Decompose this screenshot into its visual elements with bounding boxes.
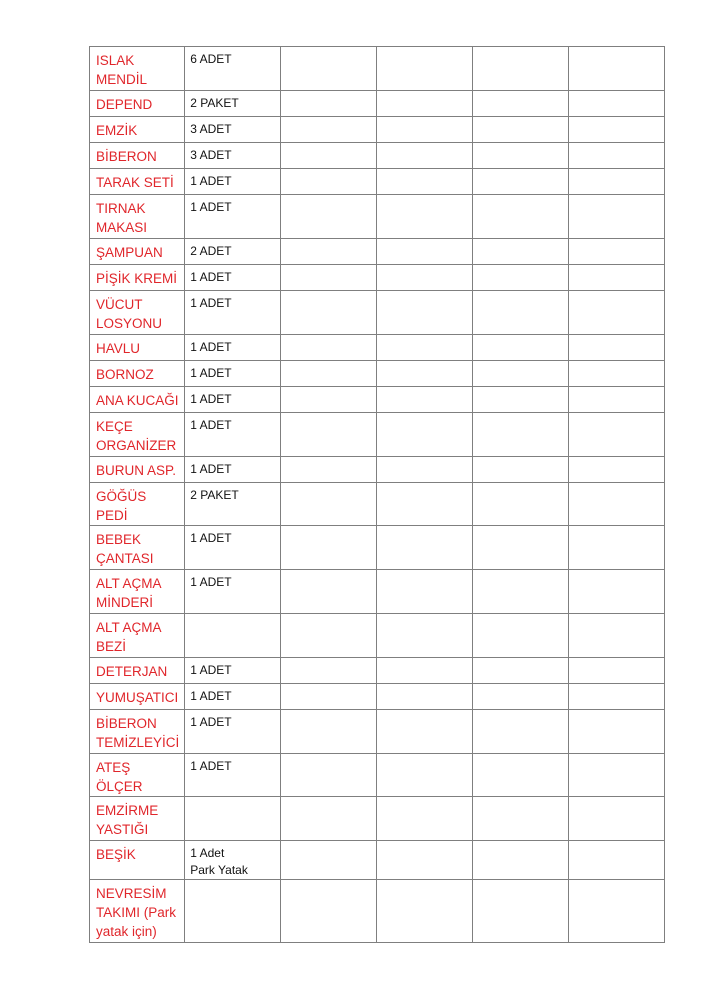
item-quantity: 1 ADET	[190, 340, 232, 354]
empty-cell	[473, 195, 569, 239]
empty-cell	[473, 91, 569, 117]
quantity-cell	[185, 754, 281, 797]
item-cell	[90, 265, 185, 291]
quantity-cell	[185, 143, 281, 169]
quantity-cell	[185, 570, 281, 614]
table-row	[90, 841, 665, 880]
empty-cell	[377, 47, 473, 91]
empty-cell	[281, 169, 377, 195]
item-quantity: 1 ADET	[190, 200, 232, 214]
empty-cell	[281, 614, 377, 658]
empty-cell	[473, 570, 569, 614]
empty-cell	[377, 880, 473, 943]
empty-cell	[377, 291, 473, 335]
empty-cell	[473, 265, 569, 291]
empty-cell	[569, 47, 665, 91]
quantity-cell	[185, 91, 281, 117]
item-name: TARAK SETİ	[96, 175, 174, 190]
quantity-cell	[185, 387, 281, 413]
item-quantity: 2 ADET	[190, 244, 232, 258]
quantity-cell	[185, 239, 281, 265]
empty-cell	[281, 143, 377, 169]
empty-cell	[569, 239, 665, 265]
empty-cell	[281, 361, 377, 387]
empty-cell	[377, 797, 473, 841]
item-cell	[90, 291, 185, 335]
item-name: BURUN ASP.	[96, 463, 177, 478]
item-quantity: 3 ADET	[190, 122, 232, 136]
quantity-cell	[185, 684, 281, 710]
empty-cell	[377, 239, 473, 265]
item-name: ALT AÇMA MİNDERİ	[96, 576, 161, 610]
quantity-cell	[185, 526, 281, 570]
quantity-cell	[185, 413, 281, 457]
table-row	[90, 91, 665, 117]
quantity-cell	[185, 880, 281, 943]
item-cell	[90, 335, 185, 361]
empty-cell	[473, 413, 569, 457]
table-row	[90, 117, 665, 143]
table-row	[90, 143, 665, 169]
item-name: PİŞİK KREMİ	[96, 271, 178, 286]
empty-cell	[377, 457, 473, 483]
empty-cell	[473, 143, 569, 169]
item-quantity: 2 PAKET	[190, 96, 239, 110]
item-cell	[90, 754, 185, 797]
empty-cell	[377, 710, 473, 754]
item-quantity: 1 ADET	[190, 418, 232, 432]
empty-cell	[569, 526, 665, 570]
empty-cell	[569, 169, 665, 195]
table-row	[90, 47, 665, 91]
empty-cell	[377, 265, 473, 291]
item-name: ŞAMPUAN	[96, 245, 163, 260]
item-quantity: 6 ADET	[190, 52, 232, 66]
empty-cell	[281, 710, 377, 754]
item-cell	[90, 526, 185, 570]
item-name: EMZİK	[96, 123, 138, 138]
empty-cell	[473, 880, 569, 943]
item-cell	[90, 91, 185, 117]
item-quantity: 1 ADET	[190, 366, 232, 380]
item-cell	[90, 570, 185, 614]
table-row	[90, 710, 665, 754]
empty-cell	[377, 117, 473, 143]
item-cell	[90, 614, 185, 658]
empty-cell	[281, 291, 377, 335]
quantity-cell	[185, 361, 281, 387]
item-name: ISLAK MENDİL	[96, 53, 148, 87]
empty-cell	[281, 658, 377, 684]
empty-cell	[377, 483, 473, 526]
table-row	[90, 387, 665, 413]
quantity-cell	[185, 614, 281, 658]
quantity-cell	[185, 47, 281, 91]
empty-cell	[281, 47, 377, 91]
empty-cell	[281, 239, 377, 265]
empty-cell	[569, 143, 665, 169]
item-cell	[90, 413, 185, 457]
item-cell	[90, 361, 185, 387]
quantity-cell	[185, 841, 281, 880]
empty-cell	[569, 291, 665, 335]
quantity-cell	[185, 457, 281, 483]
empty-cell	[281, 335, 377, 361]
item-name: EMZİRME YASTIĞI	[96, 803, 159, 837]
empty-cell	[569, 195, 665, 239]
item-cell	[90, 239, 185, 265]
empty-cell	[281, 91, 377, 117]
empty-cell	[377, 526, 473, 570]
empty-cell	[377, 413, 473, 457]
item-quantity	[185, 797, 280, 801]
quantity-cell	[185, 797, 281, 841]
item-name: ANA KUCAĞI	[96, 393, 179, 408]
empty-cell	[281, 195, 377, 239]
empty-cell	[281, 387, 377, 413]
item-quantity: 1 ADET	[190, 663, 232, 677]
item-cell	[90, 710, 185, 754]
empty-cell	[473, 239, 569, 265]
quantity-cell	[185, 195, 281, 239]
item-name: DEPEND	[96, 97, 153, 112]
item-name: BEŞİK	[96, 847, 136, 862]
empty-cell	[281, 570, 377, 614]
empty-cell	[473, 483, 569, 526]
empty-cell	[569, 710, 665, 754]
item-name: DETERJAN	[96, 664, 168, 679]
item-cell	[90, 483, 185, 526]
item-name: NEVRESİM TAKIMI (Park yatak için)	[96, 886, 177, 939]
empty-cell	[473, 291, 569, 335]
item-name: BİBERON	[96, 149, 157, 164]
item-cell	[90, 797, 185, 841]
empty-cell	[569, 797, 665, 841]
empty-cell	[377, 361, 473, 387]
table-row	[90, 361, 665, 387]
item-cell	[90, 841, 185, 880]
table-row	[90, 754, 665, 797]
item-cell	[90, 195, 185, 239]
empty-cell	[569, 387, 665, 413]
empty-cell	[473, 361, 569, 387]
item-quantity: 1 ADET	[190, 296, 232, 310]
table-row	[90, 335, 665, 361]
table-row	[90, 684, 665, 710]
table-row	[90, 457, 665, 483]
item-cell	[90, 387, 185, 413]
item-quantity: 1 Adet Park Yatak	[190, 846, 248, 877]
table-row	[90, 169, 665, 195]
empty-cell	[281, 526, 377, 570]
item-cell	[90, 457, 185, 483]
quantity-cell	[185, 658, 281, 684]
item-quantity: 1 ADET	[190, 270, 232, 284]
quantity-cell	[185, 710, 281, 754]
item-name: GÖĞÜS PEDİ	[96, 489, 147, 523]
empty-cell	[473, 710, 569, 754]
empty-cell	[473, 684, 569, 710]
quantity-cell	[185, 117, 281, 143]
item-name: BORNOZ	[96, 367, 154, 382]
empty-cell	[377, 614, 473, 658]
empty-cell	[569, 658, 665, 684]
empty-cell	[377, 387, 473, 413]
empty-cell	[569, 841, 665, 880]
empty-cell	[473, 614, 569, 658]
empty-cell	[569, 361, 665, 387]
item-cell	[90, 684, 185, 710]
empty-cell	[473, 754, 569, 797]
item-cell	[90, 880, 185, 943]
empty-cell	[377, 195, 473, 239]
empty-cell	[569, 457, 665, 483]
table-row	[90, 797, 665, 841]
empty-cell	[377, 841, 473, 880]
empty-cell	[473, 457, 569, 483]
table-row	[90, 265, 665, 291]
empty-cell	[569, 91, 665, 117]
table-row	[90, 614, 665, 658]
empty-cell	[377, 754, 473, 797]
empty-cell	[281, 117, 377, 143]
table-row	[90, 291, 665, 335]
item-quantity: 1 ADET	[190, 715, 232, 729]
empty-cell	[281, 457, 377, 483]
item-quantity: 1 ADET	[190, 531, 232, 545]
quantity-cell	[185, 265, 281, 291]
empty-cell	[281, 684, 377, 710]
item-quantity: 3 ADET	[190, 148, 232, 162]
empty-cell	[377, 143, 473, 169]
empty-cell	[473, 841, 569, 880]
table-row	[90, 570, 665, 614]
empty-cell	[569, 570, 665, 614]
item-quantity: 1 ADET	[190, 689, 232, 703]
item-quantity: 1 ADET	[190, 174, 232, 188]
empty-cell	[281, 880, 377, 943]
empty-cell	[473, 658, 569, 684]
item-name: HAVLU	[96, 341, 141, 356]
empty-cell	[281, 265, 377, 291]
empty-cell	[569, 413, 665, 457]
empty-cell	[281, 413, 377, 457]
empty-cell	[377, 169, 473, 195]
item-quantity: 1 ADET	[190, 759, 232, 773]
item-cell	[90, 117, 185, 143]
table-row	[90, 195, 665, 239]
item-quantity	[185, 614, 280, 618]
empty-cell	[569, 265, 665, 291]
table-row	[90, 658, 665, 684]
empty-cell	[473, 387, 569, 413]
item-name: KEÇE ORGANİZER	[96, 419, 177, 453]
quantity-cell	[185, 483, 281, 526]
empty-cell	[281, 797, 377, 841]
empty-cell	[473, 117, 569, 143]
empty-cell	[473, 797, 569, 841]
empty-cell	[281, 754, 377, 797]
empty-cell	[281, 483, 377, 526]
table-row	[90, 413, 665, 457]
empty-cell	[377, 91, 473, 117]
item-name: YUMUŞATICI	[96, 690, 179, 705]
item-cell	[90, 143, 185, 169]
table-row	[90, 526, 665, 570]
item-quantity: 1 ADET	[190, 462, 232, 476]
item-quantity: 2 PAKET	[190, 488, 239, 502]
table-row	[90, 239, 665, 265]
empty-cell	[569, 614, 665, 658]
empty-cell	[473, 169, 569, 195]
item-name: TIRNAK MAKASI	[96, 201, 148, 235]
empty-cell	[569, 754, 665, 797]
table-row	[90, 483, 665, 526]
item-quantity: 1 ADET	[190, 392, 232, 406]
shopping-list-table	[89, 46, 665, 943]
empty-cell	[473, 526, 569, 570]
item-cell	[90, 658, 185, 684]
empty-cell	[473, 335, 569, 361]
empty-cell	[377, 658, 473, 684]
item-name: BEBEK ÇANTASI	[96, 532, 154, 566]
item-quantity	[185, 880, 280, 884]
table-row	[90, 880, 665, 943]
item-name: BİBERON TEMİZLEYİCİ	[96, 716, 180, 750]
item-name: VÜCUT LOSYONU	[96, 297, 163, 331]
empty-cell	[377, 570, 473, 614]
empty-cell	[377, 684, 473, 710]
empty-cell	[473, 47, 569, 91]
empty-cell	[569, 335, 665, 361]
quantity-cell	[185, 169, 281, 195]
empty-cell	[281, 841, 377, 880]
quantity-cell	[185, 335, 281, 361]
empty-cell	[569, 483, 665, 526]
empty-cell	[569, 117, 665, 143]
item-name: ATEŞ ÖLÇER	[96, 760, 143, 794]
empty-cell	[377, 335, 473, 361]
item-name: ALT AÇMA BEZİ	[96, 620, 161, 654]
item-cell	[90, 47, 185, 91]
empty-cell	[569, 880, 665, 943]
empty-cell	[569, 684, 665, 710]
item-quantity: 1 ADET	[190, 575, 232, 589]
item-cell	[90, 169, 185, 195]
quantity-cell	[185, 291, 281, 335]
